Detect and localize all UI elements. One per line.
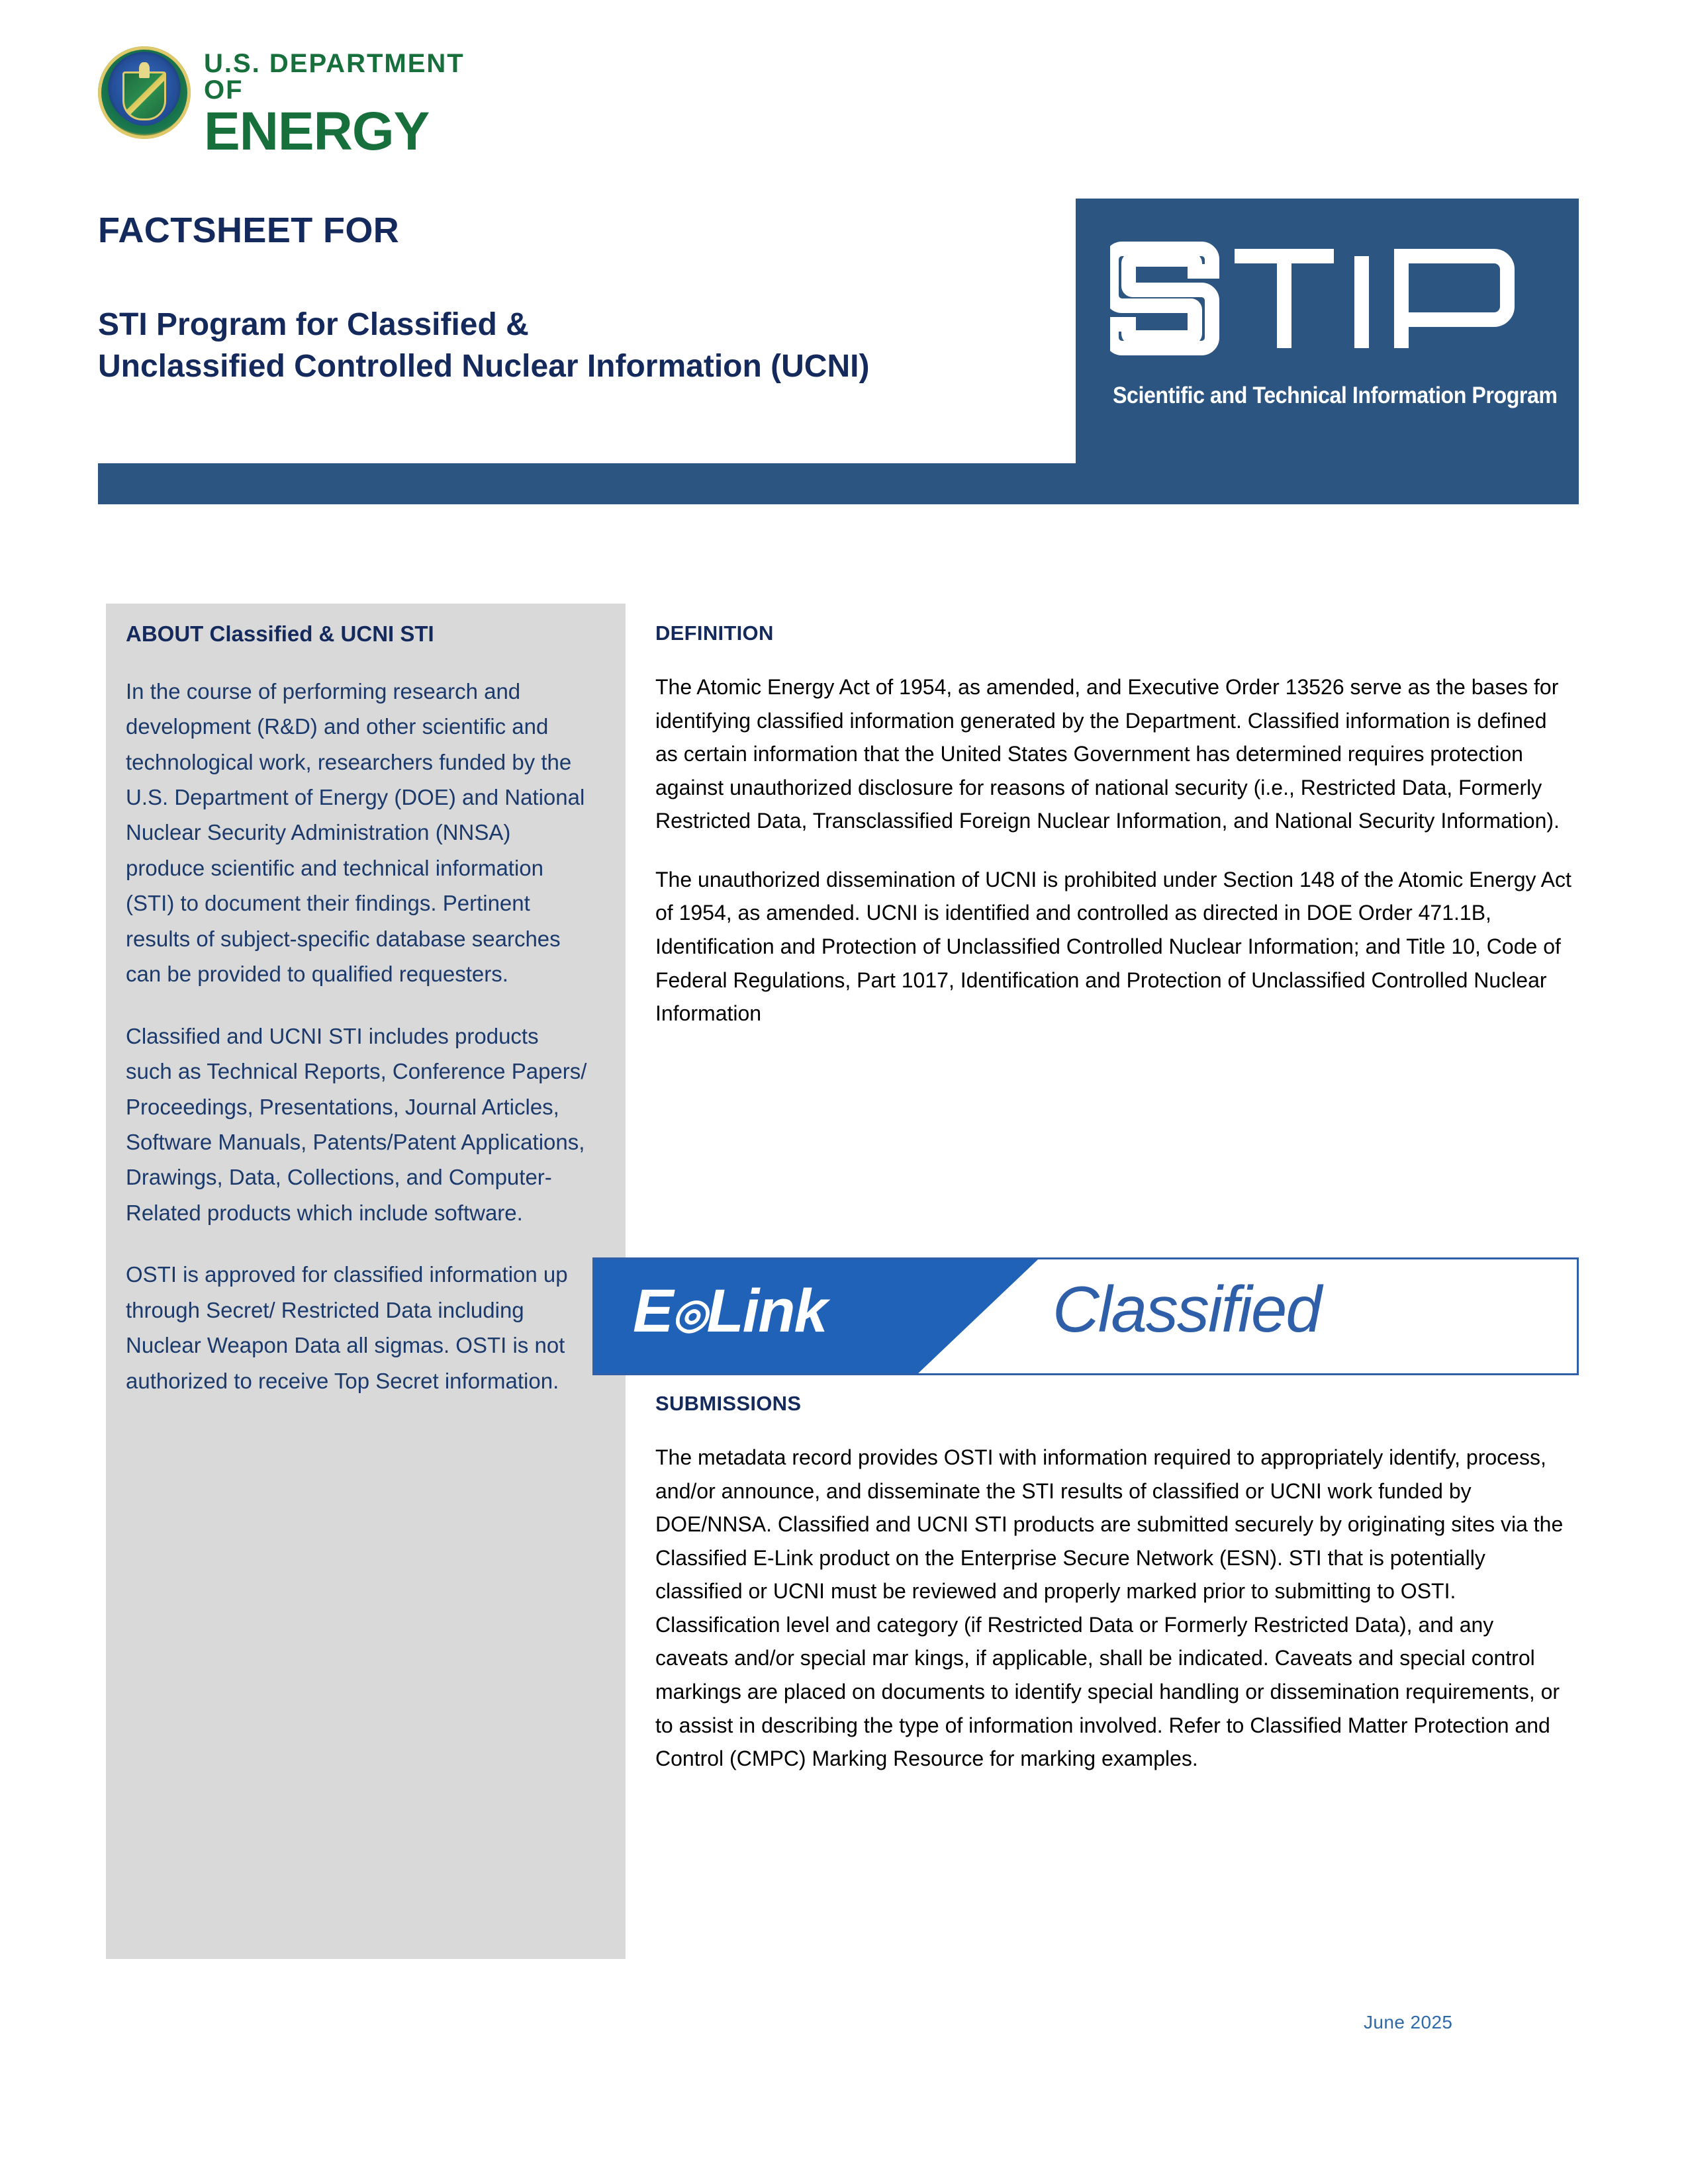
footer-date: June 2025 (1364, 2012, 1453, 2032)
page-title (98, 304, 1091, 388)
header-title-block (98, 212, 1091, 387)
doe-wordmark (204, 49, 495, 161)
factsheet-label: FACTSHEET FOR (98, 210, 400, 250)
about-sidebar-content (126, 621, 589, 1398)
elink-classified-label: Classified (1053, 1273, 1321, 1345)
about-heading: ABOUT Classified & UCNI STI (126, 621, 434, 646)
doe-seal-shield (122, 71, 166, 120)
submissions-section (655, 1391, 1572, 1776)
page-title-line-1: STI Program for Classified & (98, 306, 529, 342)
definition-heading: DEFINITION (655, 621, 774, 645)
elink-letter-e: E (633, 1277, 673, 1345)
about-paragraph-3: OSTI is approved for classified information up through Secret/ Restricted Data including Nuclear Weapon Data all sigmas. OSTI is not authorized to receive Top Secret information. (126, 1262, 568, 1393)
doe-energy-line: ENERGY (204, 101, 430, 161)
definition-section (655, 621, 1572, 1030)
about-paragraph-2: Classified and UCNI STI includes products such as Technical Reports, Conference Papers/ Proceedings, Presentations, Journal Articles, Software Manuals, Patents/Patent Applications, Drawings, Data, Collections, and Computer-Related products which include software. (126, 1023, 587, 1225)
page-title-line-2: Unclassified Controlled Nuclear Information (UCNI) (98, 349, 870, 385)
submissions-heading: SUBMISSIONS (655, 1392, 802, 1415)
definition-paragraph-1: The Atomic Energy Act of 1954, as amended, and Executive Order 13526 serve as the bases for identifying classified information generated by the Department. Classified information is defined as certain information that the United States Government has determined requires protection against unauthorized disclosure for reasons of national security (i.e., Restricted Data, Formerly Restricted Data, Transclassified Foreign Nuclear Information, and National Security Information). (655, 675, 1560, 833)
elink-logo-text (633, 1278, 827, 1345)
stip-wordmark (1110, 229, 1547, 368)
submissions-paragraph-1: The metadata record provides OSTI with information required to appropriately identify, process, and/or announce, and disseminate the STI results of classified or UCNI work funded by DOE/NNSA. Classified and UCNI STI products are submitted securely by originating sites via the Classified E-Link product on the Enterprise Secure Network (ESN). STI that is potentially classified or UCNI must be reviewed and properly marked prior to submitting to OSTI. Classification level and category (if Restricted Data or Formerly Restricted Data), and any caveats and/or special mar kings, if applicable, shall be indicated. Caveats and special control markings are placed on documents to identify special handling or dissemination requirements, or to assist in describing the type of information involved. Refer to Classified Matter Protection and Control (CMPC) Marking Resource for marking examples. (655, 1445, 1564, 1771)
stip-tagline: Scientific and Technical Information Program (1113, 383, 1558, 408)
about-paragraph-1: In the course of performing research and development (R&D) and other scientific and technological work, researchers funded by the U.S. Department of Energy (DOE) and National Nuclear Security Administration (NNSA) produce scientific and technical information (STI) to document their findings. Pertinent results of subject-specific database searches can be provided to qualified requesters. (126, 678, 585, 987)
definition-paragraph-2: The unauthorized dissemination of UCNI is prohibited under Section 148 of the Atomic Energy Act of 1954, as amended. UCNI is identified and controlled as directed in DOE Order 471.1B, Identification and Protection of Unclassified Controlled Nuclear Information; and Title 10, Code of Federal Regulations, Part 1017, Identification and Protection of Unclassified Controlled Nuclear Information (655, 867, 1571, 1026)
doe-department-line: U.S. DEPARTMENT OF (204, 49, 465, 105)
us-map-icon (1425, 270, 1483, 304)
header-accent-bar (98, 463, 1579, 504)
elink-classified-banner (592, 1257, 1579, 1375)
elink-at-icon: ◎ (672, 1291, 707, 1337)
stip-logo (1076, 199, 1579, 463)
doe-seal-icon (98, 46, 191, 139)
elink-word-link: Link (706, 1277, 827, 1345)
doe-seal-torch-icon (139, 62, 150, 78)
doe-logo (98, 46, 495, 161)
